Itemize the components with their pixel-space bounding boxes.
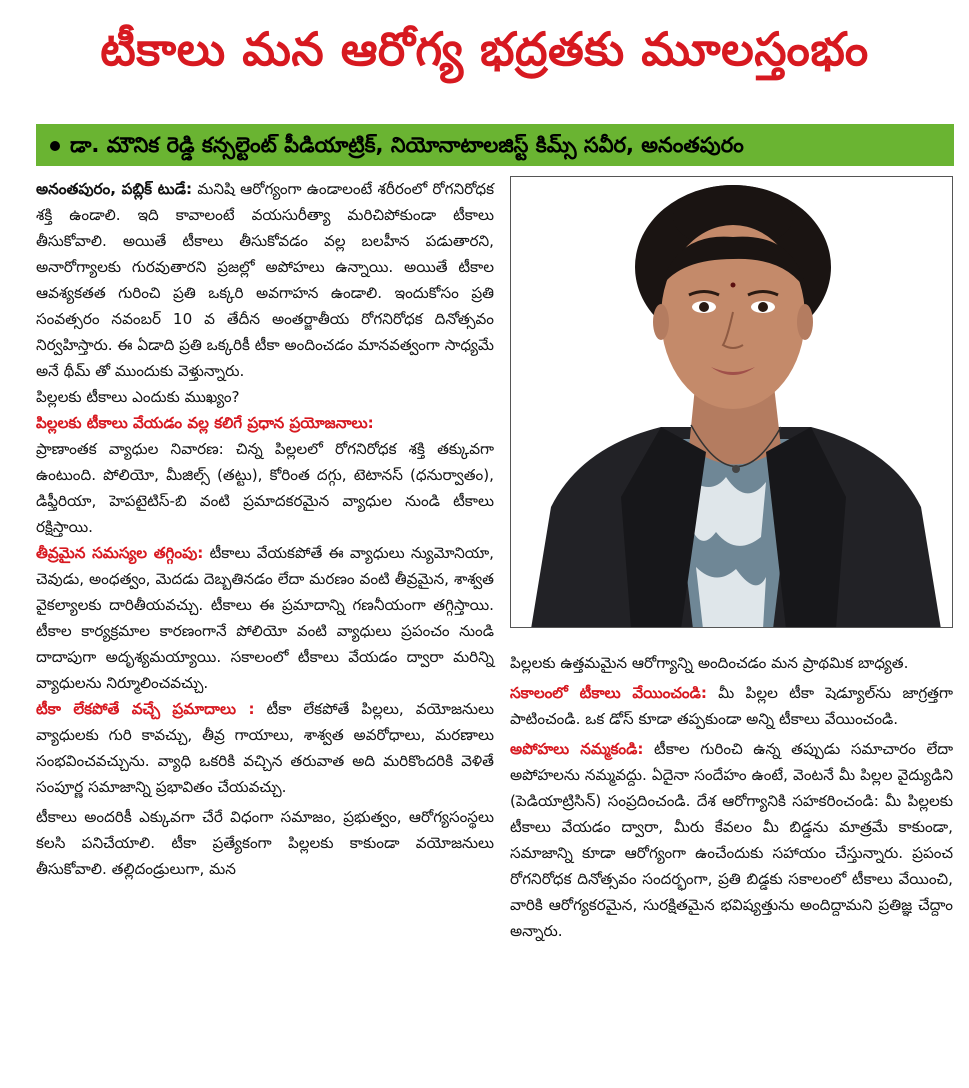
paragraph-myths — [510, 736, 953, 944]
paragraph-myths-text: టీకాల గురించి ఉన్న తప్పుడు సమాచారం లేదా అపోహలను నమ్మవద్దు. ఏదైనా సందేహం ఉంటే, వెంటనే మీ పిల్లల వైద్యుడిని (పెడియాట్రిసిన్) సంప్రదించండి. దేశ ఆరోగ్యానికి సహకరించండి: మీ పిల్లలకు టీకాలు వేయడం ద్వారా, మీరు కేవలం మీ బిడ్డను మాత్రమే కాకుండా, సమాజాన్ని కూడా ఆరోగ్యంగా ఉంచేందుకు సహాయం చేస్తున్నారు. ప్రపంచ రోగనిరోధక దినోత్సవం సందర్భంగా, ప్రతి బిడ్డకు సకాలంలో టీకాలు వేయించి, వారికి ఆరోగ్యకరమైన, సురక్షితమైన భవిష్యత్తును అందిద్దామని ప్రతిజ్ఞ చేద్దాం అన్నారు. — [510, 740, 954, 940]
intro-paragraph — [36, 176, 494, 384]
intro-text: మనిషి ఆరోగ్యంగా ఉండాలంటే శరీరంలో రోగనిరోధక శక్తి ఉండాలి. ఇది కావాలంటే వయసురీత్యా మరిచిపోకుండా టీకాలు తీసుకోవాలి. అయితే టీకాలు తీసుకోవడం వల్ల బలహీన పడుతారని, అనారోగ్యాలకు గురవుతారని ప్రజల్లో అపోహలు ఉన్నాయి. అయితే టీకాల ఆవశ్యకతత గురించి ప్రతి ఒక్కరి అవగాహన ఉండాలి. ఇందుకోసం ప్రతి సంవత్సరం నవంబర్ 10 వ తేదీన అంతర్జాతీయ రోగనిరోధక దినోత్సవం నిర్వహిస్తారు. ఈ ఏడాది ప్రతి ఒక్కరికీ టీకా అందించడం మానవత్వంగా సాధ్యమే అనే థీమ్ తో ముందుకు వెళ్తున్నారు. — [36, 180, 495, 380]
byline-bar — [36, 124, 954, 166]
paragraph-prevention — [36, 436, 494, 540]
byline-text: డా. మౌనిక రెడ్డి కన్సల్టెంట్ పీడియాట్రిక్, నియోనాటాలజిస్ట్ కిమ్స్ సవీర, అనంతపురం — [70, 133, 744, 157]
paragraph-schedule — [510, 680, 953, 732]
doctor-photo — [510, 176, 953, 628]
paragraph-complications-text: టీకాలు వేయకపోతే ఈ వ్యాధులు న్యుమోనియా, చెవుడు, అంధత్వం, మెదడు దెబ్బతినడం లేదా మరణం వంటి తీవ్రమైన, శాశ్వత వైకల్యాలకు దారితీయవచ్చు. టీకాలు ఈ ప్రమాదాన్ని గణనీయంగా తగ్గిస్తాయి. టీకాల కార్యక్రమాల కారణంగానే పోలియో వంటి వ్యాధులు ప్రపంచం నుండి దాదాపుగా అదృశ్యమయ్యాయి. సకాలంలో టీకాలు వేయడం ద్వారా మరిన్ని వ్యాధులను నిర్మూలించవచ్చు. — [36, 544, 494, 692]
question-line: పిల్లలకు టీకాలు ఎందుకు ముఖ్యం? — [36, 388, 240, 406]
paragraph-risks-text: టీకా లేకపోతే పిల్లలు, వయోజనులు వ్యాధులకు గురి కావచ్చు, తీవ్ర గాయాలు, శాశ్వత అవరోధాలు, మరణాలు సంభవించవచ్చును. వ్యాధి ఒకరికి వచ్చిన తరువాత అది మరికొందరికి వెళితే సంపూర్ణ సమాజాన్ని ప్రభావితం చేయవచ్చు. — [36, 700, 494, 796]
paragraph-complications — [36, 540, 494, 696]
paragraph-risks — [36, 696, 494, 800]
paragraph-prevention-text: చిన్న పిల్లలలో రోగనిరోధక శక్తి తక్కువగా ఉంటుంది. పోలియో, మీజిల్స్ (తట్టు), కోరింత దగ్గు, టెటానస్ (ధనుర్వాతం), డిఫ్తీరియా, హెపటైటిస్-బి వంటి ప్రమాదకరమైన వ్యాధుల నుండి టీకాలు రక్షిస్తాయి. — [36, 440, 494, 536]
left-column — [36, 176, 494, 882]
portrait-illustration — [511, 177, 953, 628]
paragraph-myths-lead: అపోహలు నమ్మకండి: — [510, 740, 644, 758]
paragraph-society: టీకాలు అందరికీ ఎక్కువగా చేరే విధంగా సమాజం, ప్రభుత్వం, ఆరోగ్యసంస్థలు కలసి పనిచేయాలి. టీకా ప్రత్యేకంగా పిల్లలకు కాకుండా వయోజనులు తీసుకోవాలి. తల్లిదండ్రులుగా, మన — [36, 808, 494, 878]
headline: టీకాలు మన ఆరోగ్య భద్రతకు మూలస్తంభం — [100, 22, 869, 76]
paragraph-risks-lead: టీకా లేకపోతే వచ్చే ప్రమాదాలు : — [36, 700, 255, 718]
paragraph-schedule-lead: సకాలంలో టీకాలు వేయించండి: — [510, 684, 707, 702]
paragraph-complications-lead: తీవ్రమైన సమస్యల తగ్గింపు: — [36, 544, 204, 562]
right-column — [510, 650, 953, 944]
dateline: అనంతపురం, పబ్లిక్ టుడే: — [36, 180, 193, 198]
bullet-icon — [50, 141, 60, 151]
continuation-paragraph: పిల్లలకు ఉత్తమమైన ఆరోగ్యాన్ని అందించడం మన ప్రాథమిక బాధ్యత. — [510, 654, 909, 672]
paragraph-schedule-text: మీ పిల్లల టీకా షెడ్యూల్‌ను జాగ్రత్తగా పాటించండి. ఒక డోస్ కూడా తప్పకుండా అన్ని టీకాలు వేయించండి. — [510, 684, 953, 728]
benefits-heading: పిల్లలకు టీకాలు వేయడం వల్ల కలిగే ప్రధాన ప్రయోజనాలు: — [36, 414, 374, 432]
paragraph-prevention-lead: ప్రాణాంతక వ్యాధుల నివారణ: — [36, 440, 224, 458]
